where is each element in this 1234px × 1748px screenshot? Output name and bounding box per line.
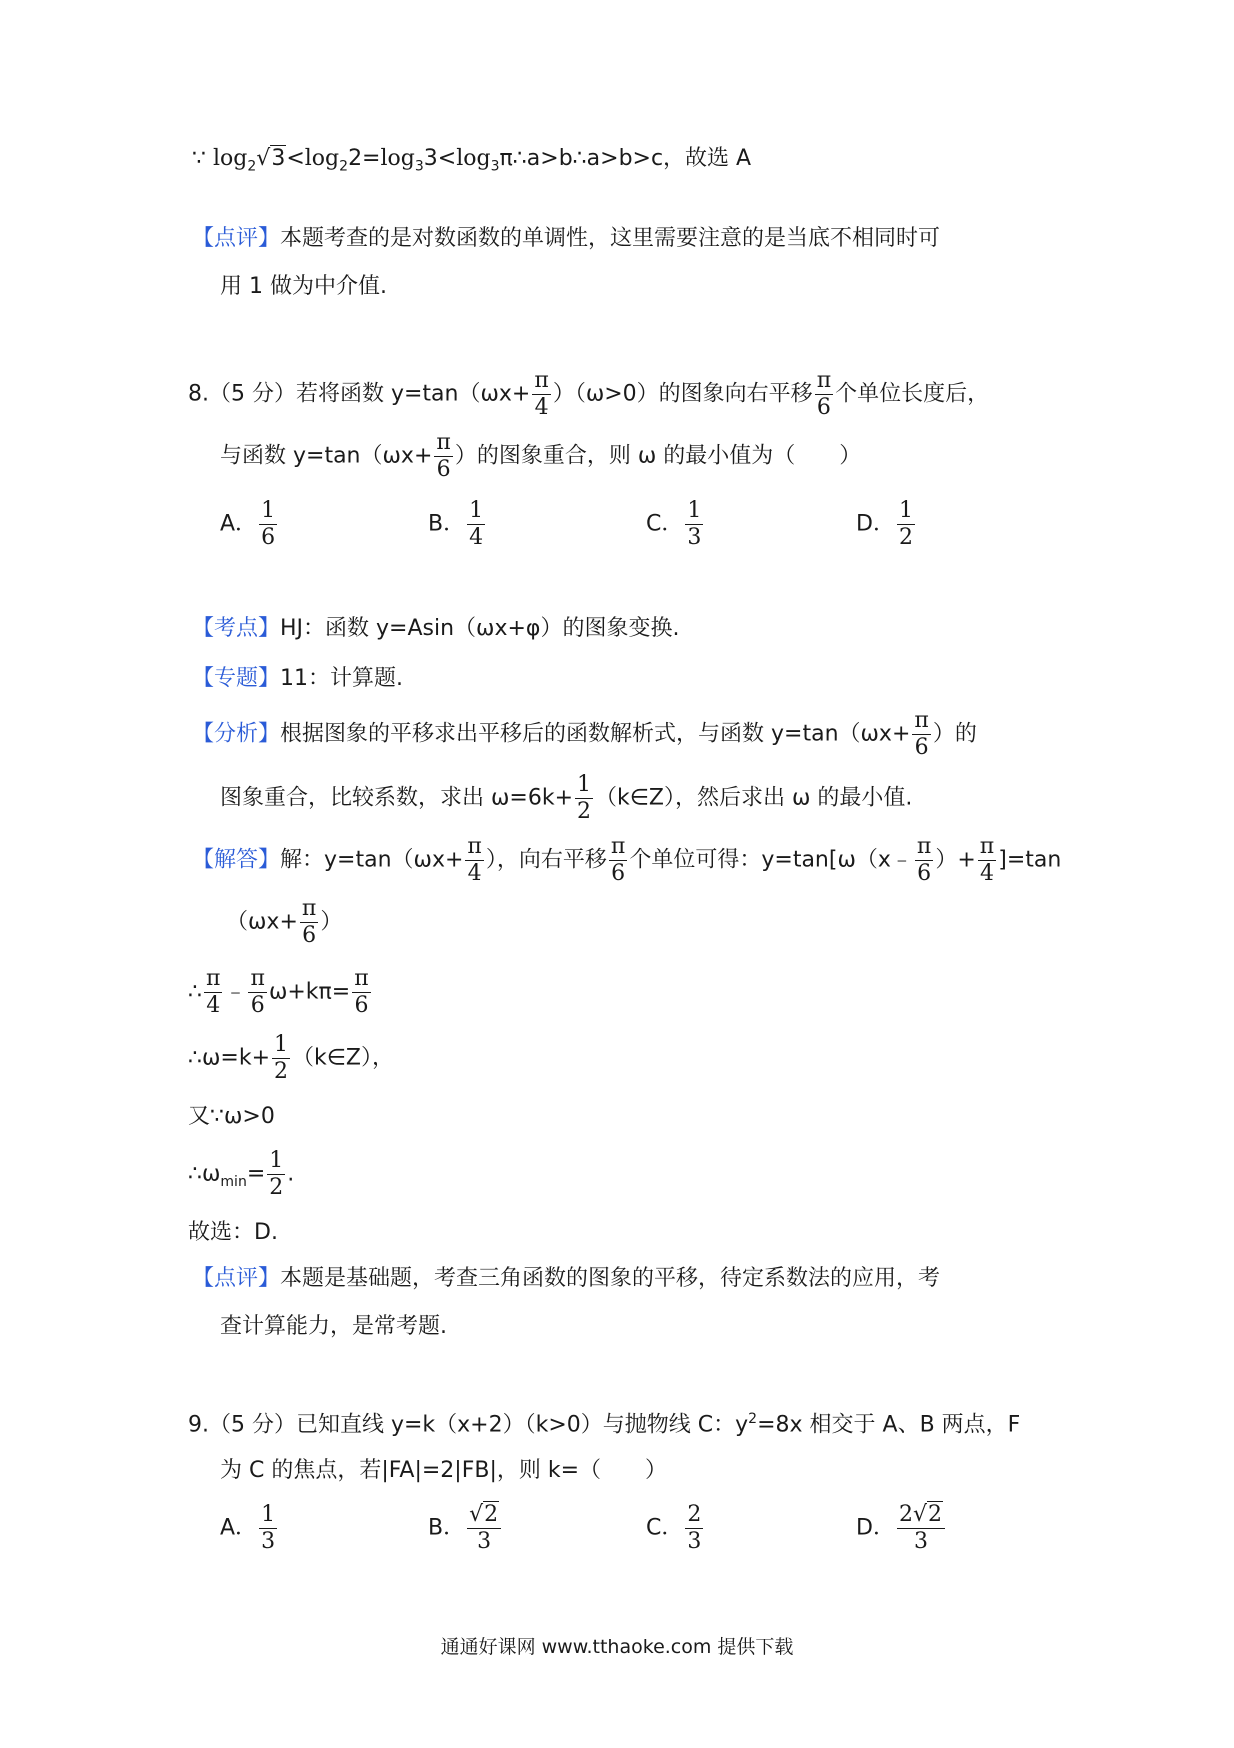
fraction: $\frac{\pi}{6}$: [436, 430, 451, 482]
q8-remark-line2: 查计算能力，是常考题.: [220, 1314, 447, 1339]
q9-stem-line1: 9.（5 分）已知直线 y=k（x+2）（k>0）与抛物线 C：$y^2=8x$ 相交于 A、B 两点，F: [188, 1411, 1021, 1438]
q8-kaodian: 【考点】HJ：函数 y=Asin（ωx+φ）的图象变换.: [192, 616, 680, 641]
q9-option-b: B． $\frac{√2}{3}$: [428, 1504, 503, 1553]
sqrt-symbol: √2: [912, 1502, 942, 1527]
q8-remark-line1: 【点评】本题是基础题，考查三角函数的图象的平移，待定系数法的应用，考: [192, 1266, 941, 1291]
q8-jieda-line1: 【解答】解：y=tan（ωx+ $\frac{\pi}{4}$ ），向右平移 $\frac{\pi}{6}$ 个单位可得：y=tan[ω（x﹣ $\frac{\pi}{6}$ ）+ $\frac{\pi}{4}$ ]=tan: [192, 834, 1062, 886]
remark-1-line2: 用 1 做为中介值.: [220, 274, 387, 299]
q8-jieda-line2: （ωx+ $\frac{\pi}{6}$ ）: [226, 896, 343, 948]
q9-stem-line2: 为 C 的焦点，若|FA|=2|FB|，则 k=（ ）: [220, 1458, 668, 1483]
q8-step-3: 又∵ω>0: [188, 1104, 275, 1129]
q8-step-2: ∴ω=k+ $\frac{1}{2}$ （k∈Z），: [188, 1032, 395, 1084]
q8-option-a: A． $\frac{1}{6}$: [220, 498, 276, 550]
q8-fenxi-line2: 图象重合，比较系数，求出 ω=6k+ $\frac{1}{2}$ （k∈Z），然后求出 ω 的最小值.: [220, 772, 913, 824]
q8-stem-line2: 与函数 y=tan（ωx+ $\frac{\pi}{6}$ ）的图象重合，则 ω 的最小值为（ ）: [220, 430, 862, 482]
page-footer: 通通好课网 www.tthaoke.com 提供下载: [440, 1636, 794, 1658]
sqrt-3: √3: [256, 146, 286, 171]
q8-step-4: $\therefore\omega_{min}=$ $\frac{1}{2}$ .: [188, 1148, 295, 1200]
sqrt-symbol: √2: [469, 1502, 499, 1527]
q8-option-c: C． $\frac{1}{3}$: [646, 498, 702, 550]
q9-option-d: D． $\frac{2√2}{3}$: [856, 1504, 947, 1553]
q8-fenxi-line1: 【分析】根据图象的平移求出平移后的函数解析式，与函数 y=tan（ωx+ $\frac{\pi}{6}$ ）的: [192, 708, 977, 760]
q8-option-d: D． $\frac{1}{2}$: [856, 498, 913, 550]
remark-1-line1: 【点评】本题考查的是对数函数的单调性，这里需要注意的是当底不相同时可: [192, 226, 941, 251]
q9-option-c: C． $\frac{2}{3}$: [646, 1502, 702, 1554]
q8-step-1: ∴ $\frac{\pi}{4}$ ﹣ $\frac{\pi}{6}$ ω+kπ= $\frac{\pi}{6}$: [188, 966, 369, 1018]
q8-stem-line1: 8.（5 分）若将函数 y=tan（ωx+ $\frac{\pi}{4}$ ）（ω>0）的图象向右平移 $\frac{\pi}{6}$ 个单位长度后，: [188, 368, 990, 420]
q8-option-b: B． $\frac{1}{4}$: [428, 498, 484, 550]
q8-step-5: 故选：D.: [188, 1220, 278, 1245]
log-comparison-line: ∵ $\log_2√3<\log_22=\log_33<\log_3\pi\therefore a>b\therefore a>b>c$，故选 A: [192, 146, 752, 175]
remark-tag: 【点评】: [192, 226, 281, 251]
q8-zhuanti: 【专题】11：计算题.: [192, 666, 404, 691]
fraction: $\frac{\pi}{4}$: [534, 368, 549, 420]
q9-option-a: A． $\frac{1}{3}$: [220, 1502, 276, 1554]
fraction: $\frac{\pi}{6}$: [816, 368, 832, 420]
